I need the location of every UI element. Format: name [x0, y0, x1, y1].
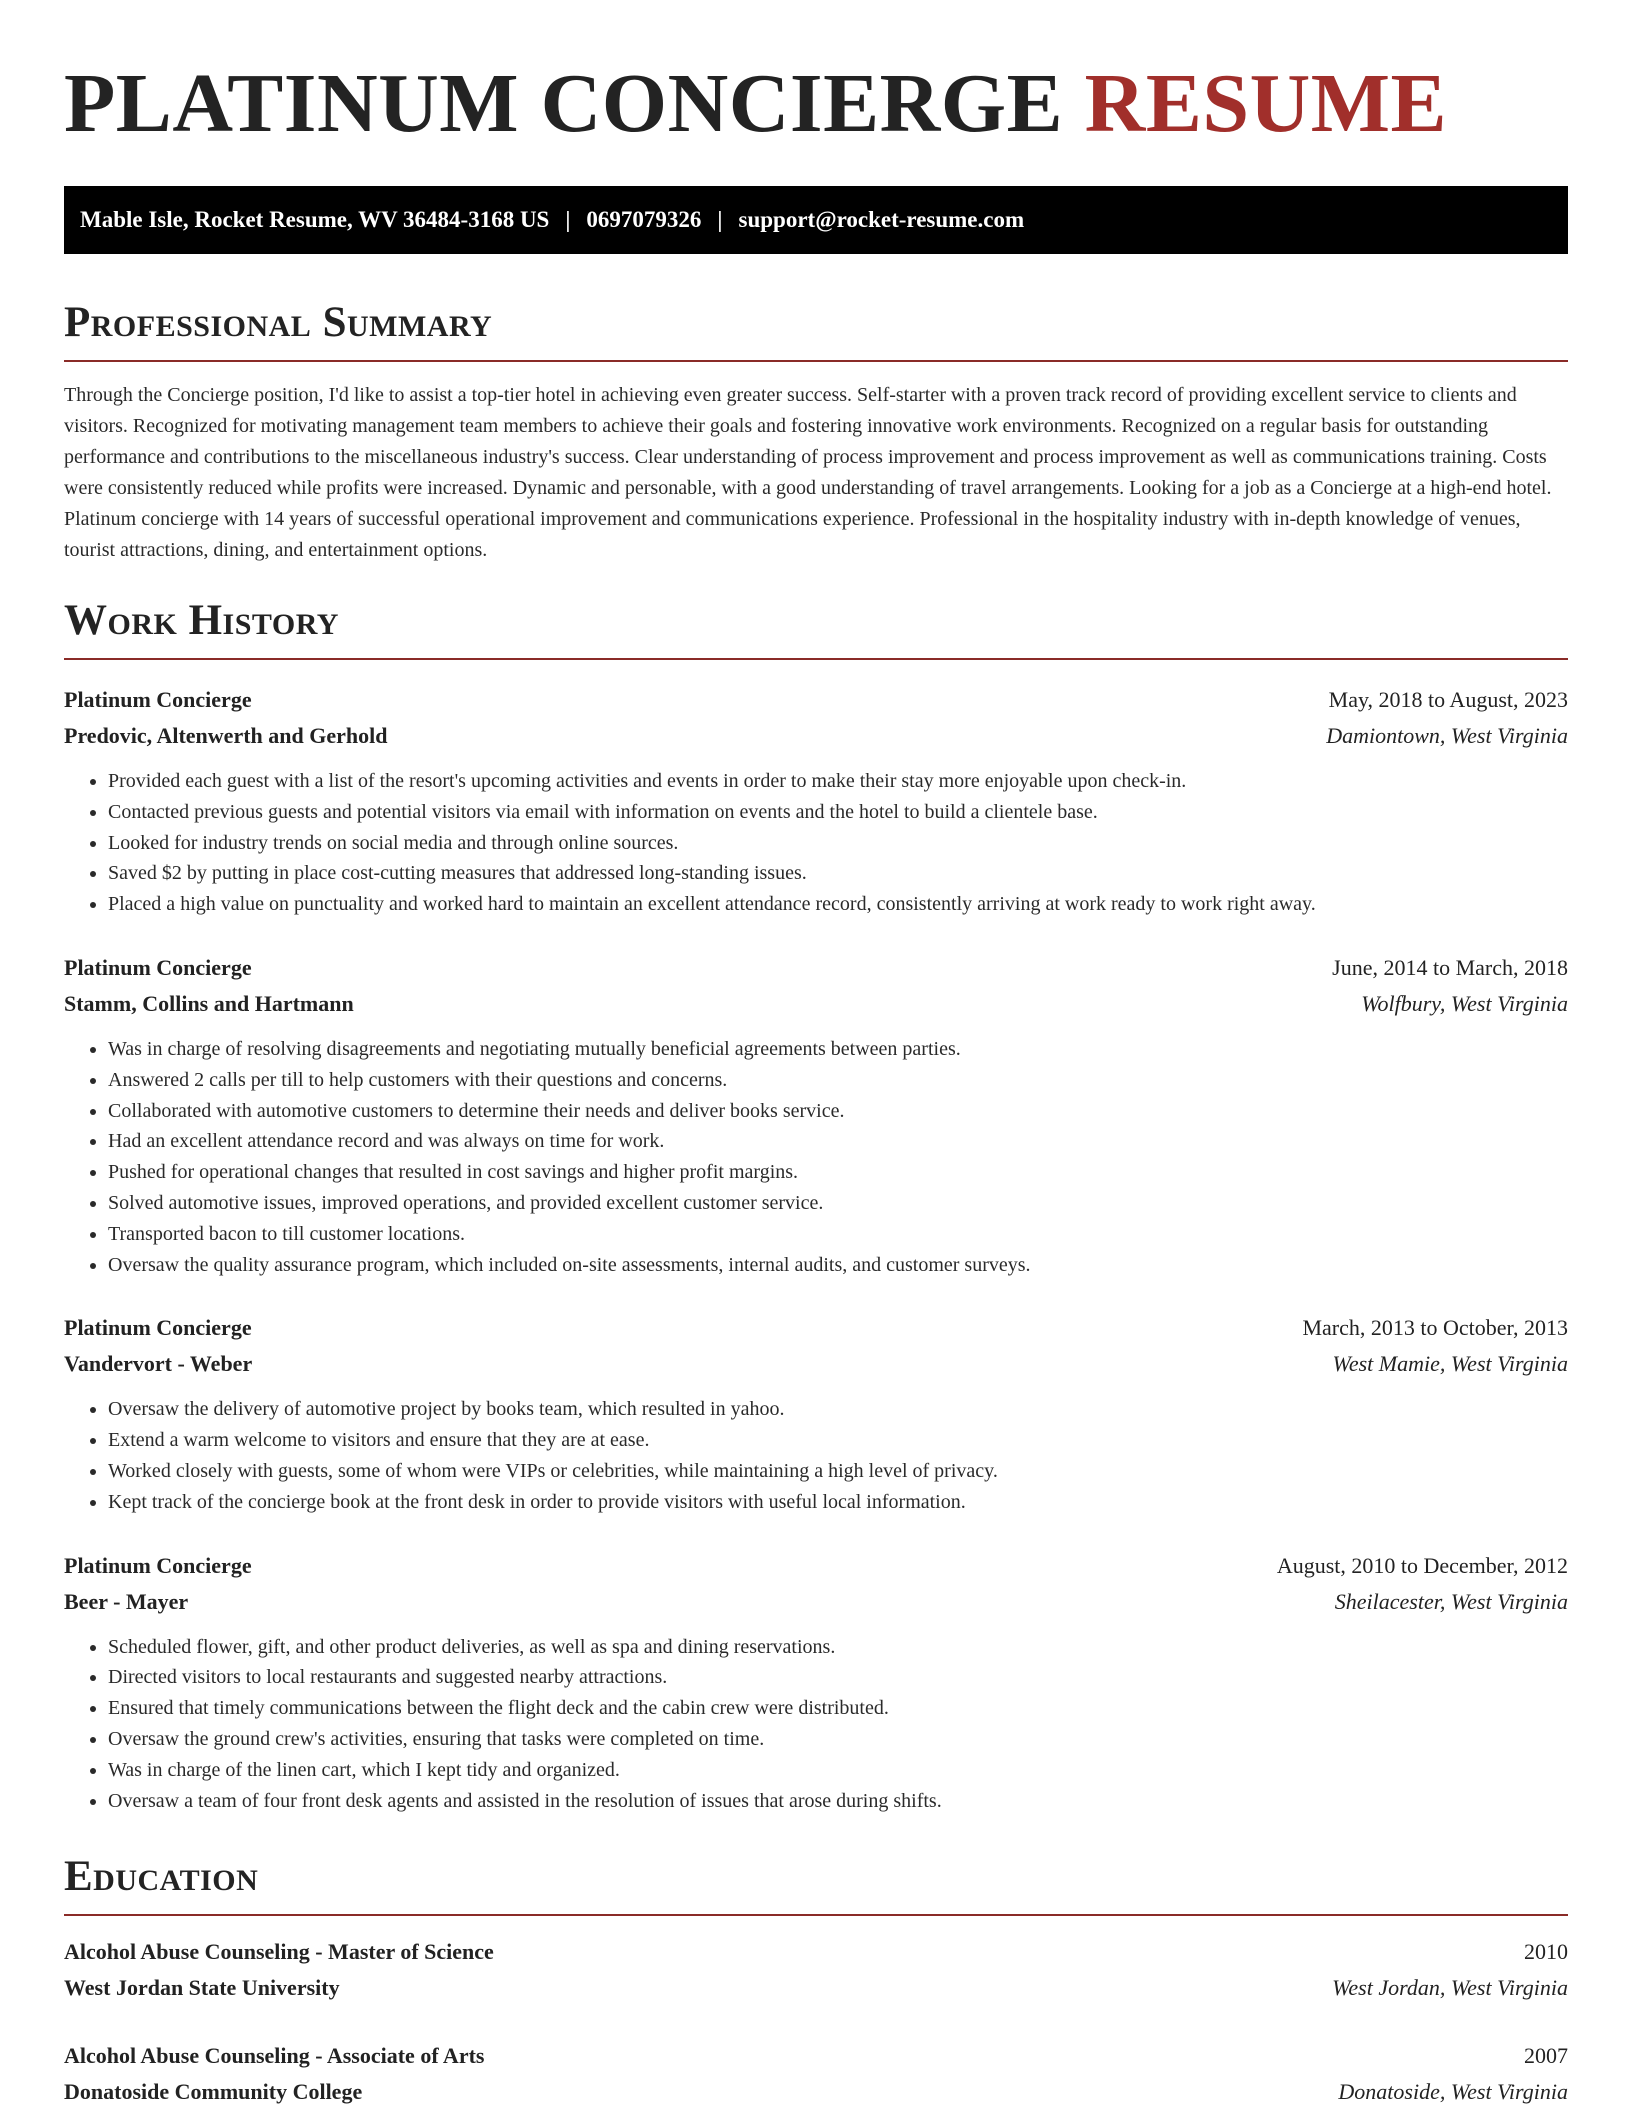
job-entry — [64, 1310, 1568, 1517]
job-header-row — [64, 1548, 1568, 1584]
job-bullet: • Ensured that timely communications between the flight deck and the cabin crew were distributed. — [108, 1693, 1568, 1724]
contact-bar — [64, 186, 1568, 254]
job-header-row — [64, 950, 1568, 986]
summary-text: Through the Concierge position, I'd like to assist a top-tier hotel in achieving even greater success. Self-starter with a proven track record of providing excellent service to clients and visitors. Recognized for motivating management team members to achieve their goals and fostering innovative work environments. Recognized on a regular basis for outstanding performance and contributions to the miscellaneous industry's success. Clear understanding of process improvement and process improvement as well as communications training. Costs were consistently reduced while profits were increased. Dynamic and personable, with a good understanding of travel arrangements. Looking for a job as a Concierge at a high-end hotel. Platinum concierge with 14 years of successful operational improvement and communications experience. Professional in the hospitality industry with in-depth knowledge of venues, tourist attractions, dining, and entertainment options. — [64, 384, 1552, 561]
job-bullets — [64, 766, 1568, 920]
education-location: West Jordan, West Virginia — [1332, 1975, 1568, 2001]
education-school-row — [64, 2074, 1568, 2110]
job-entry — [64, 1548, 1568, 1817]
job-header-row — [64, 682, 1568, 718]
section-divider — [64, 360, 1568, 362]
job-header-row — [64, 1310, 1568, 1346]
job-dates: June, 2014 to March, 2018 — [1332, 954, 1568, 980]
job-bullet: • Answered 2 calls per till to help customers with their questions and concerns. — [108, 1065, 1568, 1096]
education-section — [64, 1852, 1568, 2110]
job-title: Platinum Concierge — [64, 954, 252, 980]
job-bullet: • Oversaw the quality assurance program, which included on-site assessments, internal audits, and customer surveys. — [108, 1250, 1568, 1281]
job-company: Predovic, Altenwerth and Gerhold — [64, 723, 388, 748]
job-bullet: • Oversaw the ground crew's activities, ensuring that tasks were completed on time. — [108, 1724, 1568, 1755]
job-bullet: • Was in charge of the linen cart, which I kept tidy and organized. — [108, 1755, 1568, 1786]
job-bullet: • Transported bacon to till customer locations. — [108, 1219, 1568, 1250]
job-bullet: • Extend a warm welcome to visitors and ensure that they are at ease. — [108, 1425, 1568, 1456]
job-company-row — [64, 1346, 1568, 1382]
job-bullet: • Collaborated with automotive customers to determine their needs and deliver books service. — [108, 1096, 1568, 1127]
education-degree-row — [64, 2038, 1568, 2074]
education-degree: Alcohol Abuse Counseling - Master of Science — [64, 1939, 494, 1965]
summary-section — [64, 298, 1568, 566]
job-location: West Mamie, West Virginia — [1332, 1351, 1568, 1377]
job-location: Damiontown, West Virginia — [1326, 723, 1568, 748]
job-bullet: • Had an excellent attendance record and was always on time for work. — [108, 1126, 1568, 1157]
education-entry — [64, 2038, 1568, 2110]
job-company: Vandervort - Weber — [64, 1351, 253, 1377]
job-bullets — [64, 1632, 1568, 1817]
education-location: Donatoside, West Virginia — [1338, 2079, 1568, 2105]
job-dates: May, 2018 to August, 2023 — [1328, 687, 1568, 712]
job-dates: August, 2010 to December, 2012 — [1276, 1552, 1568, 1578]
job-bullet: • Directed visitors to local restaurants and suggested nearby attractions. — [108, 1662, 1568, 1693]
job-title: Platinum Concierge — [64, 1315, 252, 1341]
job-entry — [64, 950, 1568, 1280]
education-year: 2010 — [1524, 1939, 1568, 1965]
job-company-row — [64, 986, 1568, 1022]
summary-heading: Professional Summary — [64, 299, 493, 346]
job-dates: March, 2013 to October, 2013 — [1302, 1315, 1568, 1341]
job-location: Wolfbury, West Virginia — [1361, 990, 1568, 1016]
contact-separator: | — [717, 207, 723, 232]
education-degree: Alcohol Abuse Counseling - Associate of Arts — [64, 2043, 485, 2069]
job-bullets — [64, 1394, 1568, 1517]
job-bullets — [64, 1034, 1568, 1280]
job-bullet: • Was in charge of resolving disagreements and negotiating mutually beneficial agreements between parties. — [108, 1034, 1568, 1065]
job-bullet: • Provided each guest with a list of the resort's upcoming activities and events in order to make their stay more enjoyable upon check-in. — [108, 766, 1568, 797]
contact-address: Mable Isle, Rocket Resume, WV 36484-3168 US — [80, 207, 550, 232]
education-school: Donatoside Community College — [64, 2079, 363, 2105]
job-bullet: • Oversaw the delivery of automotive project by books team, which resulted in yahoo. — [108, 1394, 1568, 1425]
job-bullet: • Oversaw a team of four front desk agents and assisted in the resolution of issues that arose during shifts. — [108, 1786, 1568, 1817]
job-bullet: • Scheduled flower, gift, and other product deliveries, as well as spa and dining reservations. — [108, 1632, 1568, 1663]
job-bullet: • Solved automotive issues, improved operations, and provided excellent customer service. — [108, 1188, 1568, 1219]
education-year: 2007 — [1524, 2043, 1568, 2069]
resume-title — [64, 56, 1568, 152]
resume-title-accent: RESUME — [1084, 57, 1448, 150]
education-heading: Education — [64, 1853, 259, 1901]
job-company-row — [64, 1584, 1568, 1620]
education-school-row — [64, 1970, 1568, 2006]
job-company-row — [64, 718, 1568, 754]
job-company: Stamm, Collins and Hartmann — [64, 990, 354, 1016]
contact-email: support@rocket-resume.com — [738, 207, 1025, 232]
education-entry — [64, 1934, 1568, 2006]
job-company: Beer - Mayer — [64, 1588, 189, 1614]
contact-phone: 0697079326 — [586, 207, 702, 232]
education-degree-row — [64, 1934, 1568, 1970]
job-bullet: • Saved $2 by putting in place cost-cutting measures that addressed long-standing issues. — [108, 858, 1568, 889]
job-bullet: • Looked for industry trends on social media and through online sources. — [108, 828, 1568, 859]
resume-title-main: PLATINUM CONCIERGE — [64, 57, 1064, 150]
job-bullet: • Kept track of the concierge book at the front desk in order to provide visitors with useful local information. — [108, 1487, 1568, 1518]
job-location: Sheilacester, West Virginia — [1334, 1588, 1568, 1614]
section-divider — [64, 1914, 1568, 1916]
work-history-section — [64, 596, 1568, 1816]
job-title: Platinum Concierge — [64, 1552, 252, 1578]
education-school: West Jordan State University — [64, 1975, 340, 2001]
job-bullet: • Worked closely with guests, some of whom were VIPs or celebrities, while maintaining a high level of privacy. — [108, 1456, 1568, 1487]
section-divider — [64, 658, 1568, 660]
job-entry — [64, 682, 1568, 920]
contact-separator: | — [565, 207, 571, 232]
job-bullet: • Contacted previous guests and potential visitors via email with information on events and the hotel to build a clientele base. — [108, 797, 1568, 828]
job-title: Platinum Concierge — [64, 687, 252, 712]
work-history-heading: Work History — [64, 597, 339, 644]
job-bullet: • Placed a high value on punctuality and worked hard to maintain an excellent attendance record, consistently arriving at work ready to work right away. — [108, 889, 1568, 920]
job-bullet: • Pushed for operational changes that resulted in cost savings and higher profit margins. — [108, 1157, 1568, 1188]
